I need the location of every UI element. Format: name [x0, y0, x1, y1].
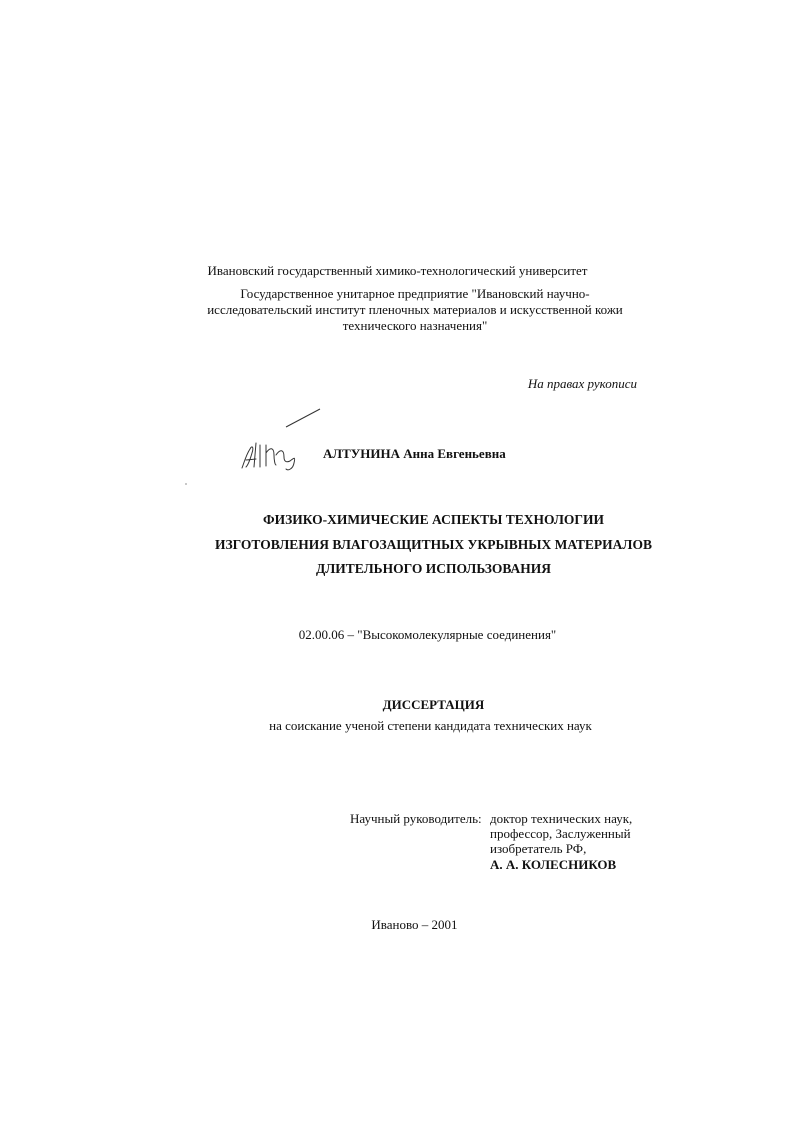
scan-speck — [185, 483, 187, 485]
degree: на соискание ученой степени кандидата технических наук — [269, 718, 592, 733]
title-line-1: ФИЗИКО-ХИМИЧЕСКИЕ АСПЕКТЫ ТЕХНОЛОГИИ — [263, 512, 604, 527]
university-name: Ивановский государственный химико-технологический университет — [207, 263, 588, 278]
author-signature — [238, 405, 328, 475]
supervisor-label: Научный руководитель: — [350, 811, 482, 826]
supervisor-name: А. А. КОЛЕСНИКОВ — [490, 857, 617, 872]
supervisor-line-1: доктор технических наук, — [490, 811, 633, 826]
enterprise-line-2: исследовательский институт пленочных материалов и искусственной кожи — [207, 302, 623, 317]
rights-note: На правах рукописи — [527, 376, 637, 391]
specialty: 02.00.06 – "Высокомолекулярные соединения" — [298, 627, 557, 642]
supervisor-line-2: профессор, Заслуженный — [490, 826, 631, 841]
title-line-2: ИЗГОТОВЛЕНИЯ ВЛАГОЗАЩИТНЫХ УКРЫВНЫХ МАТЕРИАЛОВ — [215, 537, 652, 552]
enterprise-line-1: Государственное унитарное предприятие "Ивановский научно- — [240, 286, 590, 301]
author-name: АЛТУНИНА Анна Евгеньевна — [323, 446, 506, 461]
enterprise-line-3: технического назначения" — [342, 318, 488, 333]
title-line-3: ДЛИТЕЛЬНОГО ИСПОЛЬЗОВАНИЯ — [315, 561, 552, 576]
supervisor-line-3: изобретатель РФ, — [490, 841, 587, 856]
place-year: Иваново – 2001 — [371, 917, 458, 932]
doc-type: ДИССЕРТАЦИЯ — [382, 697, 485, 712]
